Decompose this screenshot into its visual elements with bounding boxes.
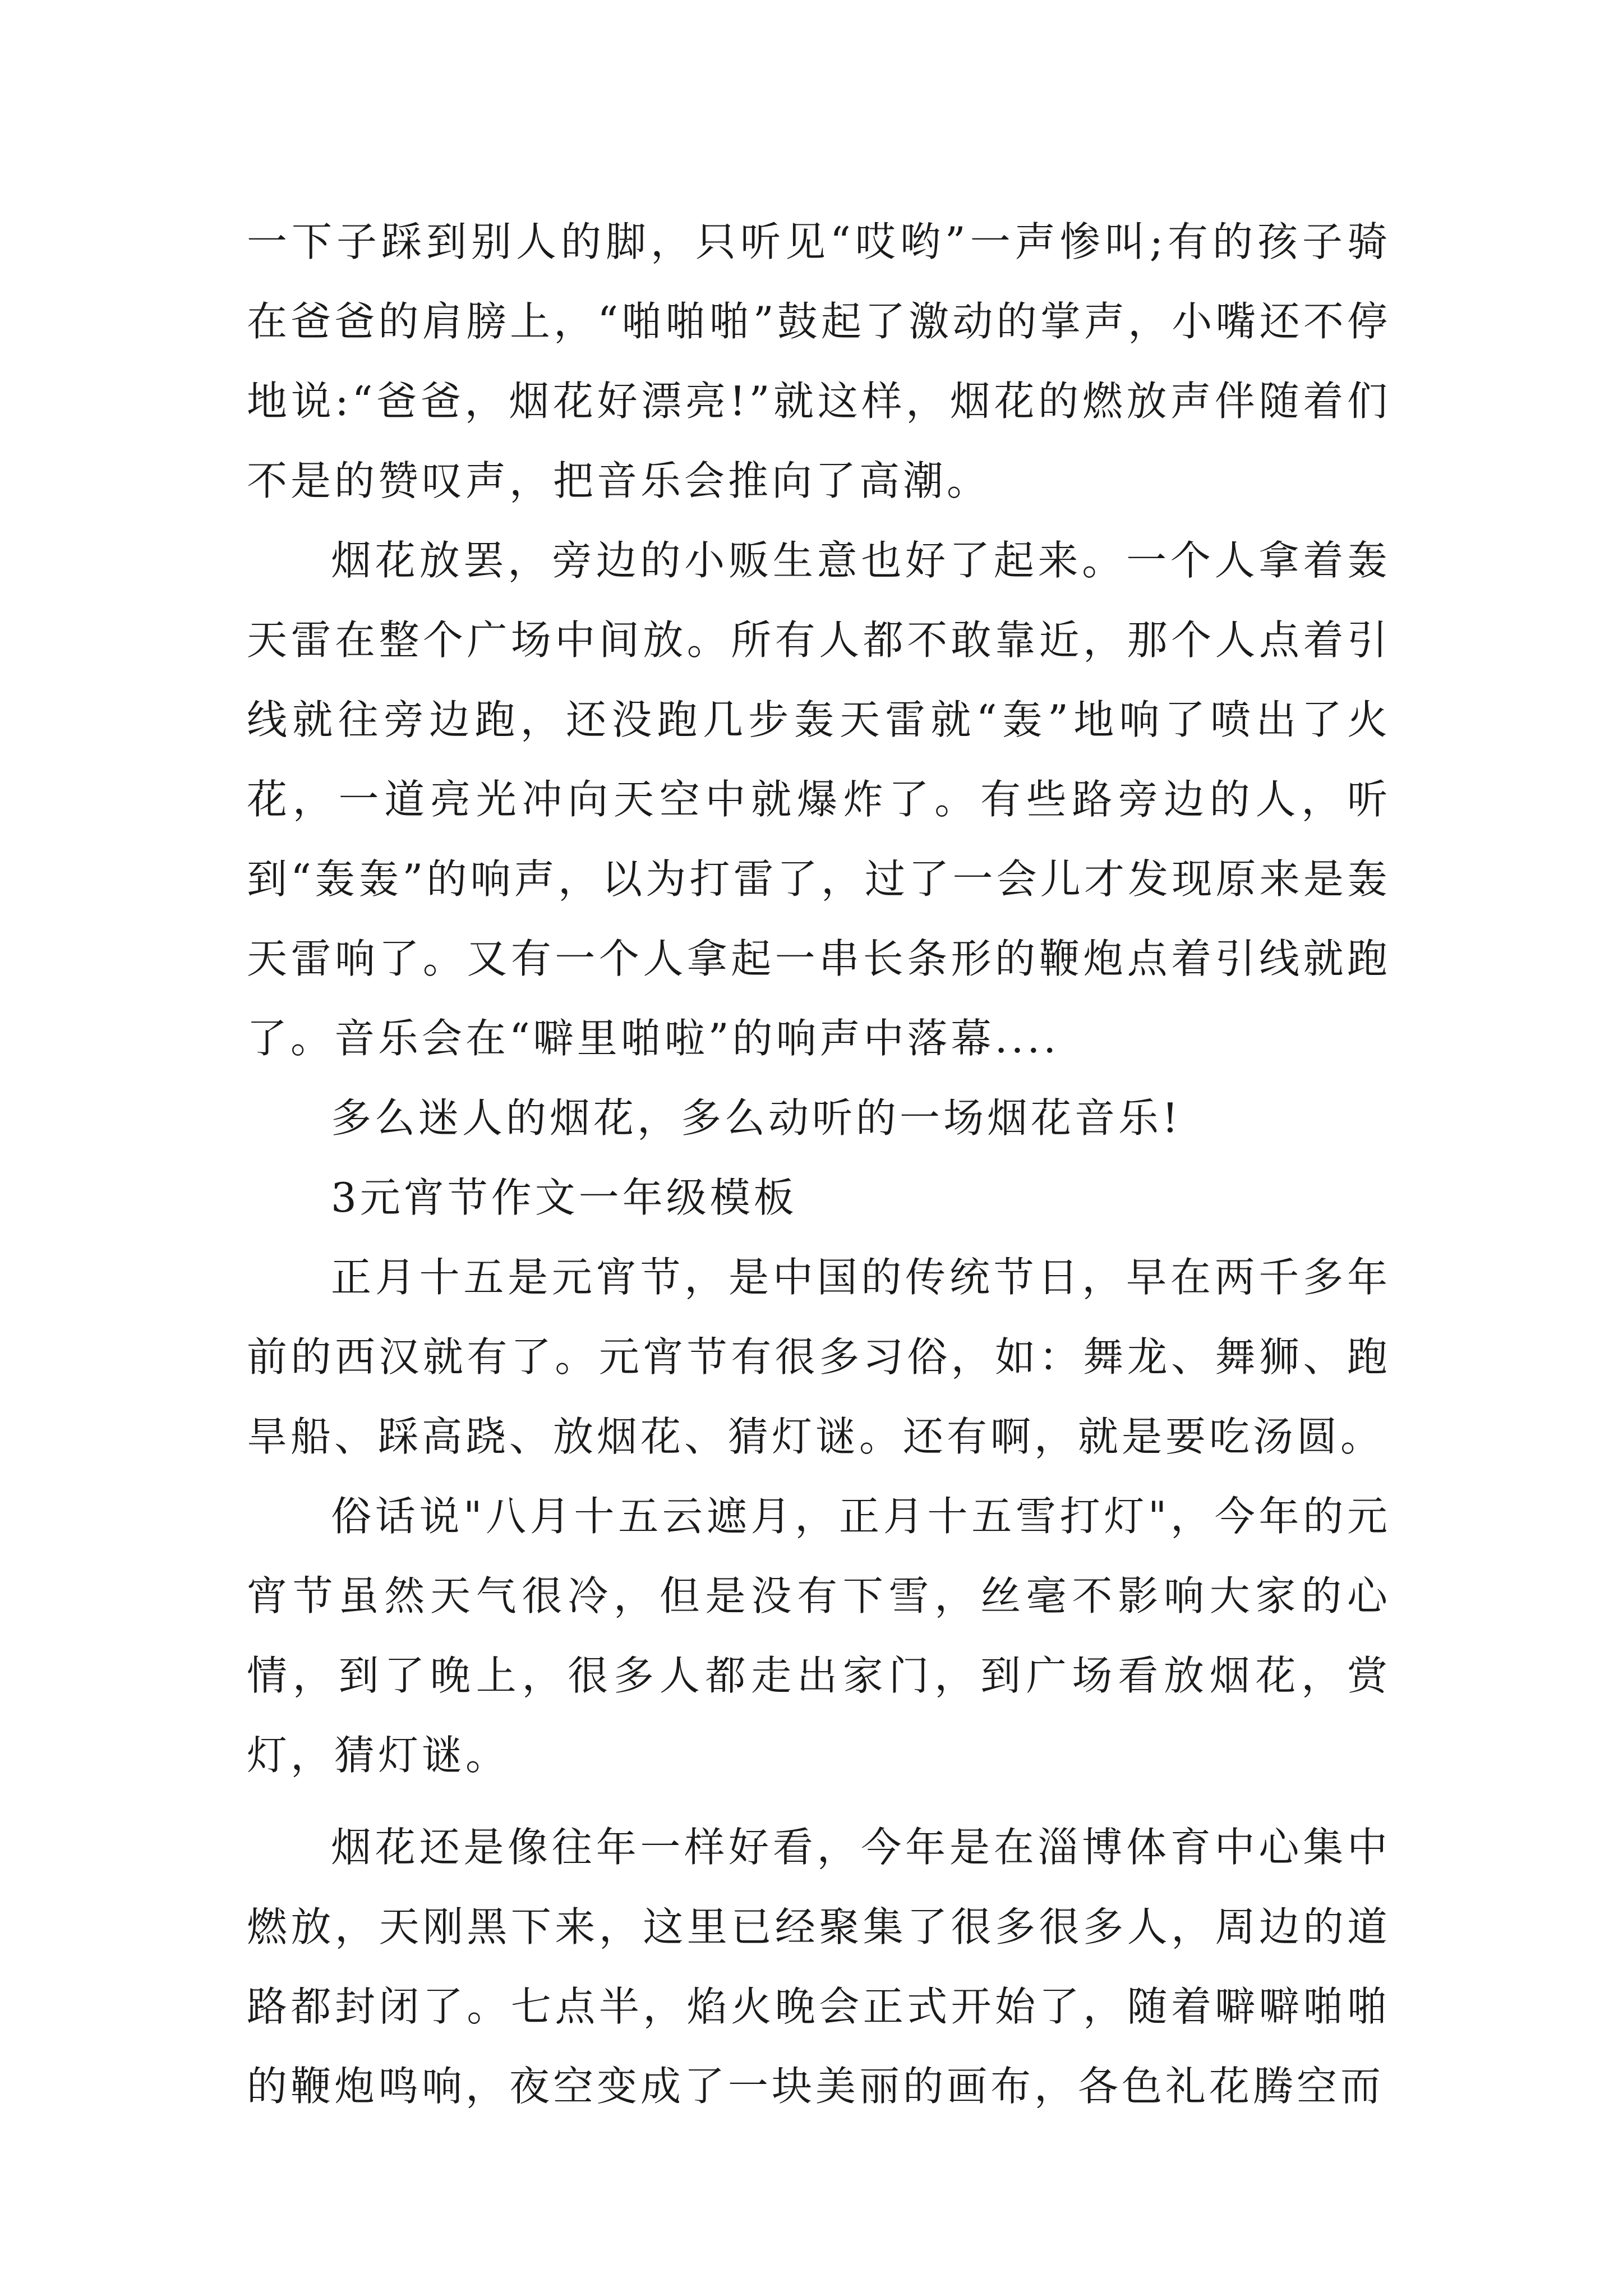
document-body: [247, 202, 1391, 2126]
paragraph-2: 烟花放罢，旁边的小贩生意也好了起来。一个人拿着轰天雷在整个广场中间放。所有人都不敢靠近，那个人点着引线就往旁边跑，还没跑几步轰天雷就“轰”地响了喷出了火花，一道亮光冲向天空中就爆炸了。有些路旁边的人，听到“轰轰”的响声，以为打雷了，过了一会儿才发现原来是轰天雷响了。又有一个人拿起一串长条形的鞭炮点着引线就跑了。音乐会在“噼里啪啦”的响声中落幕....: [247, 537, 1391, 1062]
paragraph-5: 俗话说"八月十五云遮月，正月十五雪打灯"，今年的元宵节虽然天气很冷，但是没有下雪，丝毫不影响大家的心情，到了晚上，很多人都走出家门，到广场看放烟花，赏灯，猜灯谜。: [247, 1493, 1391, 1779]
paragraph-3: 多么迷人的烟花，多么动听的一场烟花音乐!: [331, 1094, 1182, 1142]
section-heading: 3元宵节作文一年级模板: [331, 1174, 797, 1221]
paragraph-1: 一下子踩到别人的脚，只听见“哎哟”一声惨叫;有的孩子骑在爸爸的肩膀上，“啪啪啪”鼓起了激动的掌声，小嘴还不停地说:“爸爸，烟花好漂亮!”就这样，烟花的燃放声伴随着们不是的赞叹声，把音乐会推向了高潮。: [247, 218, 1391, 504]
paragraph-6: 烟花还是像往年一样好看，今年是在淄博体育中心集中燃放，天刚黑下来，这里已经聚集了很多很多人，周边的道路都封闭了。七点半，焰火晚会正式开始了，随着噼噼啪啪的鞭炮鸣响，夜空变成了一块美丽的画布，各色礼花腾空而: [247, 1824, 1391, 2110]
paragraph-4: 正月十五是元宵节，是中国的传统节日，早在两千多年前的西汉就有了。元宵节有很多习俗，如：舞龙、舞狮、跑旱船、踩高跷、放烟花、猜灯谜。还有啊，就是要吃汤圆。: [247, 1254, 1391, 1460]
